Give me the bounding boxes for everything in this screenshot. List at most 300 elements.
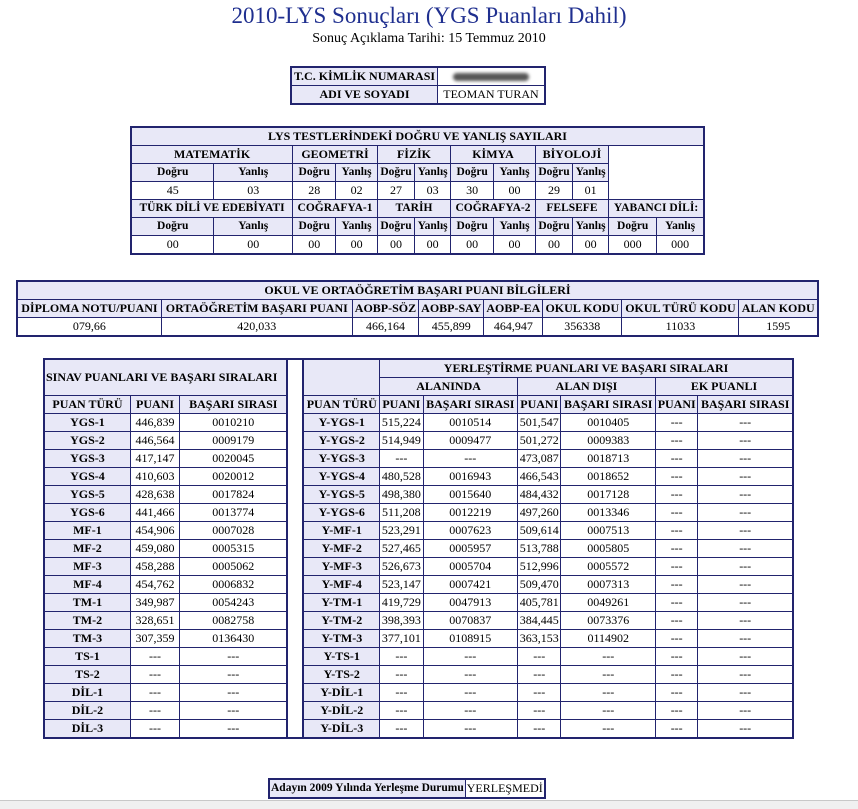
table-row bbox=[44, 612, 793, 630]
yer-score-cell: 514,949 bbox=[380, 432, 423, 450]
yanlis-label: Yanlış bbox=[494, 218, 536, 236]
yanlis-value: 000 bbox=[657, 236, 704, 255]
group-ek-puanli: EK PUANLI bbox=[655, 378, 793, 396]
yer-score-cell: 0017128 bbox=[561, 486, 656, 504]
dogru-value: 00 bbox=[451, 236, 494, 255]
yer-score-cell: --- bbox=[561, 648, 656, 666]
score-cell: 458,288 bbox=[130, 558, 179, 576]
yer-score-cell: --- bbox=[698, 558, 793, 576]
yer-score-cell: --- bbox=[655, 648, 697, 666]
table-row bbox=[44, 468, 793, 486]
yer-score-cell: 384,445 bbox=[518, 612, 561, 630]
yer-score-cell: --- bbox=[655, 666, 697, 684]
sinav-title: SINAV PUANLARI VE BAŞARI SIRALARI bbox=[44, 359, 287, 396]
yer-score-cell: --- bbox=[698, 504, 793, 522]
puan-turu: TM-2 bbox=[44, 612, 130, 630]
yer-score-cell: 484,432 bbox=[518, 486, 561, 504]
table-row bbox=[44, 720, 793, 739]
yer-score-cell: --- bbox=[655, 540, 697, 558]
y-puan-turu: Y-DİL-1 bbox=[303, 684, 379, 702]
puan-turu: YGS-5 bbox=[44, 486, 130, 504]
yer-score-cell: 0013346 bbox=[561, 504, 656, 522]
yer-header: BAŞARI SIRASI bbox=[561, 396, 656, 414]
y-puan-turu: Y-DİL-3 bbox=[303, 720, 379, 739]
yer-score-cell: 0005572 bbox=[561, 558, 656, 576]
yer-score-cell: --- bbox=[655, 594, 697, 612]
table-row bbox=[44, 432, 793, 450]
puan-turu: YGS-6 bbox=[44, 504, 130, 522]
name-label: ADI VE SOYADI bbox=[291, 86, 438, 105]
score-cell: 454,762 bbox=[130, 576, 179, 594]
yanlis-value: 00 bbox=[336, 236, 378, 255]
lys-title: LYS TESTLERİNDEKİ DOĞRU VE YANLIŞ SAYILARI bbox=[131, 127, 704, 146]
tc-value-redacted bbox=[438, 67, 546, 86]
yer-score-cell: --- bbox=[655, 576, 697, 594]
lys-subject: BİYOLOJİ bbox=[535, 146, 608, 164]
yanlis-value: 00 bbox=[494, 182, 536, 200]
yer-score-cell: --- bbox=[655, 432, 697, 450]
yer-score-cell: --- bbox=[655, 684, 697, 702]
column-gap bbox=[287, 414, 303, 432]
yer-score-cell: 419,729 bbox=[380, 594, 423, 612]
puan-turu: TS-2 bbox=[44, 666, 130, 684]
page-title: 2010-LYS Sonuçları (YGS Puanları Dahil) bbox=[231, 3, 627, 28]
column-gap bbox=[287, 720, 303, 739]
puan-turu: TS-1 bbox=[44, 648, 130, 666]
yanlis-value: 03 bbox=[214, 182, 293, 200]
yer-score-cell: 527,465 bbox=[380, 540, 423, 558]
okul-header: ORTAÖĞRETİM BAŞARI PUANI bbox=[161, 300, 352, 318]
yer-header: BAŞARI SIRASI bbox=[698, 396, 793, 414]
okul-header: ALAN KODU bbox=[739, 300, 818, 318]
yer-score-cell: --- bbox=[380, 648, 423, 666]
puan-turu: TM-1 bbox=[44, 594, 130, 612]
yer-score-cell: 466,543 bbox=[518, 468, 561, 486]
score-cell: --- bbox=[180, 648, 288, 666]
sinav-header: PUANI bbox=[130, 396, 179, 414]
group-alan-disi: ALAN DIŞI bbox=[518, 378, 656, 396]
y-puan-turu: Y-YGS-1 bbox=[303, 414, 379, 432]
table-row bbox=[44, 504, 793, 522]
yer-score-cell: 0005957 bbox=[423, 540, 518, 558]
yer-score-cell: --- bbox=[655, 504, 697, 522]
yer-score-cell: --- bbox=[561, 684, 656, 702]
y-puan-turu: Y-YGS-5 bbox=[303, 486, 379, 504]
column-gap bbox=[287, 486, 303, 504]
score-cell: --- bbox=[130, 702, 179, 720]
yer-score-cell: --- bbox=[655, 468, 697, 486]
score-cell: 0010210 bbox=[180, 414, 288, 432]
yanlis-label: Yanlış bbox=[214, 218, 293, 236]
yer-score-cell: --- bbox=[698, 630, 793, 648]
yer-score-cell: 473,087 bbox=[518, 450, 561, 468]
column-gap bbox=[287, 648, 303, 666]
yer-score-cell: 512,996 bbox=[518, 558, 561, 576]
result-date: Sonuç Açıklama Tarihi: 15 Temmuz 2010 bbox=[312, 31, 546, 46]
yer-score-cell: --- bbox=[423, 684, 518, 702]
puan-turu: YGS-1 bbox=[44, 414, 130, 432]
column-gap bbox=[287, 630, 303, 648]
yer-score-cell: 0114902 bbox=[561, 630, 656, 648]
dogru-value: 29 bbox=[535, 182, 572, 200]
yer-score-cell: --- bbox=[698, 576, 793, 594]
table-row bbox=[44, 630, 793, 648]
dogru-label: Doğru bbox=[377, 218, 414, 236]
dogru-label: Doğru bbox=[451, 218, 494, 236]
score-cell: 417,147 bbox=[130, 450, 179, 468]
lys-filler bbox=[609, 146, 704, 164]
yer-score-cell: 0007313 bbox=[561, 576, 656, 594]
puan-turu: YGS-4 bbox=[44, 468, 130, 486]
yer-header: PUANI bbox=[518, 396, 561, 414]
score-cell: 0054243 bbox=[180, 594, 288, 612]
column-gap bbox=[287, 540, 303, 558]
yer-score-cell: 0015640 bbox=[423, 486, 518, 504]
lys-subject: FELSEFE bbox=[535, 200, 608, 218]
okul-value: 356338 bbox=[543, 318, 622, 337]
puan-turu: MF-4 bbox=[44, 576, 130, 594]
yanlis-label: Yanlış bbox=[336, 218, 378, 236]
yer-score-cell: --- bbox=[698, 684, 793, 702]
dogru-value: 000 bbox=[609, 236, 657, 255]
yanlis-value: 02 bbox=[336, 182, 378, 200]
table-row bbox=[44, 666, 793, 684]
okul-value: 464,947 bbox=[484, 318, 543, 337]
yanlis-value: 03 bbox=[415, 182, 451, 200]
yer-score-cell: 0073376 bbox=[561, 612, 656, 630]
score-cell: 0020045 bbox=[180, 450, 288, 468]
scores-table bbox=[43, 358, 794, 739]
yanlis-value: 00 bbox=[214, 236, 293, 255]
okul-value: 466,164 bbox=[352, 318, 418, 337]
score-cell: 0136430 bbox=[180, 630, 288, 648]
score-cell: --- bbox=[180, 666, 288, 684]
yer-score-cell: 377,101 bbox=[380, 630, 423, 648]
dogru-value: 00 bbox=[535, 236, 572, 255]
okul-header: AOBP-SÖZ bbox=[352, 300, 418, 318]
yer-score-cell: 0018713 bbox=[561, 450, 656, 468]
score-cell: --- bbox=[130, 648, 179, 666]
yer-score-cell: 0018652 bbox=[561, 468, 656, 486]
yer-score-cell: --- bbox=[698, 486, 793, 504]
dogru-value: 28 bbox=[293, 182, 336, 200]
yer-score-cell: --- bbox=[655, 612, 697, 630]
yer-score-cell: 0010514 bbox=[423, 414, 518, 432]
score-cell: 328,651 bbox=[130, 612, 179, 630]
dogru-label: Doğru bbox=[377, 164, 414, 182]
y-puan-turu: Y-TS-2 bbox=[303, 666, 379, 684]
score-cell: 410,603 bbox=[130, 468, 179, 486]
yer-score-cell: 0007421 bbox=[423, 576, 518, 594]
yer-score-cell: --- bbox=[655, 522, 697, 540]
yer-score-cell: 0012219 bbox=[423, 504, 518, 522]
yer-score-cell: --- bbox=[561, 720, 656, 739]
yer-score-cell: 0009477 bbox=[423, 432, 518, 450]
lys-filler bbox=[609, 182, 704, 200]
okul-header: AOBP-EA bbox=[484, 300, 543, 318]
y-puan-turu: Y-TM-3 bbox=[303, 630, 379, 648]
yer-score-cell: --- bbox=[423, 702, 518, 720]
placement-value: YERLEŞMEDİ bbox=[465, 779, 545, 798]
score-cell: --- bbox=[180, 702, 288, 720]
yer-header: PUAN TÜRÜ bbox=[303, 396, 379, 414]
yer-score-cell: --- bbox=[698, 540, 793, 558]
yer-score-cell: --- bbox=[518, 684, 561, 702]
y-puan-turu: Y-YGS-2 bbox=[303, 432, 379, 450]
puan-turu: MF-3 bbox=[44, 558, 130, 576]
score-cell: 0013774 bbox=[180, 504, 288, 522]
yer-score-cell: --- bbox=[518, 720, 561, 739]
yer-score-cell: --- bbox=[518, 702, 561, 720]
yer-score-cell: 511,208 bbox=[380, 504, 423, 522]
sinav-header: PUAN TÜRÜ bbox=[44, 396, 130, 414]
yer-score-cell: --- bbox=[380, 720, 423, 739]
sinav-header: BAŞARI SIRASI bbox=[180, 396, 288, 414]
yanlis-label: Yanlış bbox=[336, 164, 378, 182]
score-cell: --- bbox=[180, 684, 288, 702]
yer-score-cell: 0007623 bbox=[423, 522, 518, 540]
score-cell: 446,839 bbox=[130, 414, 179, 432]
column-gap bbox=[287, 594, 303, 612]
okul-value: 11033 bbox=[622, 318, 739, 337]
yanlis-value: 00 bbox=[494, 236, 536, 255]
yer-score-cell: --- bbox=[698, 612, 793, 630]
score-cell: --- bbox=[180, 720, 288, 739]
yer-header: PUANI bbox=[655, 396, 697, 414]
yer-title: YERLEŞTİRME PUANLARI VE BAŞARI SIRALARI bbox=[380, 359, 793, 378]
table-row bbox=[44, 414, 793, 432]
table-row bbox=[44, 594, 793, 612]
okul-title: OKUL VE ORTAÖĞRETİM BAŞARI PUANI BİLGİLERİ bbox=[17, 281, 818, 300]
tc-label: T.C. KİMLİK NUMARASI bbox=[291, 67, 438, 86]
column-gap bbox=[287, 522, 303, 540]
yanlis-label: Yanlış bbox=[657, 218, 704, 236]
dogru-label: Doğru bbox=[131, 218, 214, 236]
y-puan-turu: Y-YGS-3 bbox=[303, 450, 379, 468]
table-row bbox=[44, 522, 793, 540]
yer-score-cell: --- bbox=[655, 486, 697, 504]
puan-turu: MF-1 bbox=[44, 522, 130, 540]
score-cell: 0082758 bbox=[180, 612, 288, 630]
yer-header: BAŞARI SIRASI bbox=[423, 396, 518, 414]
lys-subject: MATEMATİK bbox=[131, 146, 293, 164]
puan-turu: YGS-2 bbox=[44, 432, 130, 450]
yer-score-cell: 405,781 bbox=[518, 594, 561, 612]
okul-value: 420,033 bbox=[161, 318, 352, 337]
yer-score-cell: --- bbox=[561, 702, 656, 720]
score-cell: --- bbox=[130, 666, 179, 684]
yer-score-cell: 515,224 bbox=[380, 414, 423, 432]
yer-score-cell: 363,153 bbox=[518, 630, 561, 648]
dogru-label: Doğru bbox=[293, 164, 336, 182]
column-gap bbox=[287, 432, 303, 450]
yer-score-cell: --- bbox=[698, 594, 793, 612]
yer-score-cell: --- bbox=[655, 630, 697, 648]
puan-turu: DİL-3 bbox=[44, 720, 130, 739]
score-cell: 428,638 bbox=[130, 486, 179, 504]
dogru-label: Doğru bbox=[293, 218, 336, 236]
yer-score-cell: --- bbox=[423, 666, 518, 684]
yanlis-label: Yanlış bbox=[573, 218, 609, 236]
column-gap bbox=[287, 450, 303, 468]
yer-score-cell: --- bbox=[655, 558, 697, 576]
yer-score-cell: 0070837 bbox=[423, 612, 518, 630]
dogru-value: 45 bbox=[131, 182, 214, 200]
yer-score-cell: --- bbox=[380, 702, 423, 720]
lys-table bbox=[130, 126, 705, 255]
table-row bbox=[44, 450, 793, 468]
lys-subject: GEOMETRİ bbox=[293, 146, 378, 164]
okul-table bbox=[16, 280, 819, 337]
lys-subject: COĞRAFYA-1 bbox=[293, 200, 378, 218]
score-cell: 0020012 bbox=[180, 468, 288, 486]
group-alaninda: ALANINDA bbox=[380, 378, 518, 396]
score-cell: --- bbox=[130, 684, 179, 702]
placement-label: Adayın 2009 Yılında Yerleşme Durumu bbox=[269, 779, 465, 798]
score-cell: 0007028 bbox=[180, 522, 288, 540]
score-cell: 0005315 bbox=[180, 540, 288, 558]
column-gap bbox=[287, 468, 303, 486]
dogru-label: Doğru bbox=[131, 164, 214, 182]
lys-subject: FİZİK bbox=[377, 146, 450, 164]
yer-score-cell: --- bbox=[518, 648, 561, 666]
yer-score-cell: 0005805 bbox=[561, 540, 656, 558]
puan-turu: DİL-1 bbox=[44, 684, 130, 702]
yanlis-label: Yanlış bbox=[415, 164, 451, 182]
score-cell: 446,564 bbox=[130, 432, 179, 450]
score-cell: 307,359 bbox=[130, 630, 179, 648]
score-cell: 0009179 bbox=[180, 432, 288, 450]
okul-header: OKUL KODU bbox=[543, 300, 622, 318]
dogru-value: 27 bbox=[377, 182, 414, 200]
column-gap bbox=[287, 666, 303, 684]
yer-score-cell: --- bbox=[698, 468, 793, 486]
y-puan-turu: Y-TM-2 bbox=[303, 612, 379, 630]
y-puan-turu: Y-MF-2 bbox=[303, 540, 379, 558]
yer-score-cell: 0010405 bbox=[561, 414, 656, 432]
score-cell: --- bbox=[130, 720, 179, 739]
lys-subject: TARİH bbox=[377, 200, 450, 218]
table-row bbox=[44, 684, 793, 702]
yer-header: PUANI bbox=[380, 396, 423, 414]
yer-score-cell: 480,528 bbox=[380, 468, 423, 486]
puan-turu: TM-3 bbox=[44, 630, 130, 648]
y-puan-turu: Y-DİL-2 bbox=[303, 702, 379, 720]
dogru-label: Doğru bbox=[535, 164, 572, 182]
identity-table bbox=[290, 66, 546, 105]
placement-status-table bbox=[268, 778, 546, 799]
yer-score-cell: --- bbox=[380, 666, 423, 684]
yer-score-cell: --- bbox=[698, 522, 793, 540]
dogru-value: 00 bbox=[131, 236, 214, 255]
lys-subject: KİMYA bbox=[451, 146, 536, 164]
yanlis-label: Yanlış bbox=[415, 218, 451, 236]
table-row bbox=[44, 540, 793, 558]
yanlis-value: 00 bbox=[573, 236, 609, 255]
column-gap bbox=[287, 576, 303, 594]
table-row bbox=[44, 702, 793, 720]
yer-score-cell: --- bbox=[698, 666, 793, 684]
yer-score-cell: 523,291 bbox=[380, 522, 423, 540]
okul-value: 1595 bbox=[739, 318, 818, 337]
yanlis-label: Yanlış bbox=[573, 164, 609, 182]
yanlis-label: Yanlış bbox=[214, 164, 293, 182]
yer-score-cell: --- bbox=[698, 450, 793, 468]
yer-score-cell: --- bbox=[655, 450, 697, 468]
table-row bbox=[44, 576, 793, 594]
okul-header: OKUL TÜRÜ KODU bbox=[622, 300, 739, 318]
y-puan-turu: Y-MF-4 bbox=[303, 576, 379, 594]
column-gap bbox=[287, 684, 303, 702]
score-cell: 441,466 bbox=[130, 504, 179, 522]
yer-score-cell: 497,260 bbox=[518, 504, 561, 522]
score-cell: 454,906 bbox=[130, 522, 179, 540]
lys-subject: YABANCI DİLİ: bbox=[609, 200, 704, 218]
yer-score-cell: 0007513 bbox=[561, 522, 656, 540]
yer-score-cell: 513,788 bbox=[518, 540, 561, 558]
okul-header: AOBP-SAY bbox=[419, 300, 484, 318]
yer-score-cell: --- bbox=[518, 666, 561, 684]
yer-score-cell: --- bbox=[561, 666, 656, 684]
y-puan-turu: Y-YGS-6 bbox=[303, 504, 379, 522]
yer-score-cell: --- bbox=[698, 702, 793, 720]
yer-score-cell: --- bbox=[423, 720, 518, 739]
yanlis-value: 00 bbox=[415, 236, 451, 255]
table-row bbox=[44, 486, 793, 504]
y-puan-turu: Y-YGS-4 bbox=[303, 468, 379, 486]
yer-score-cell: --- bbox=[655, 720, 697, 739]
yer-score-cell: 0049261 bbox=[561, 594, 656, 612]
score-cell: 349,987 bbox=[130, 594, 179, 612]
yer-score-cell: 398,393 bbox=[380, 612, 423, 630]
yer-score-cell: --- bbox=[698, 414, 793, 432]
lys-filler bbox=[609, 164, 704, 182]
okul-value: 455,899 bbox=[419, 318, 484, 337]
yer-score-cell: 509,470 bbox=[518, 576, 561, 594]
okul-header: DİPLOMA NOTU/PUANI bbox=[17, 300, 161, 318]
yanlis-label: Yanlış bbox=[494, 164, 536, 182]
yer-score-cell: 0047913 bbox=[423, 594, 518, 612]
puan-turu: DİL-2 bbox=[44, 702, 130, 720]
yer-score-cell: 498,380 bbox=[380, 486, 423, 504]
column-gap bbox=[287, 702, 303, 720]
dogru-value: 00 bbox=[293, 236, 336, 255]
score-cell: 0017824 bbox=[180, 486, 288, 504]
table-row bbox=[44, 648, 793, 666]
score-cell: 0005062 bbox=[180, 558, 288, 576]
yer-score-cell: --- bbox=[423, 450, 518, 468]
dogru-label: Doğru bbox=[609, 218, 657, 236]
yanlis-value: 01 bbox=[573, 182, 609, 200]
dogru-value: 30 bbox=[451, 182, 494, 200]
yer-score-cell: 501,547 bbox=[518, 414, 561, 432]
yer-score-cell: --- bbox=[380, 450, 423, 468]
dogru-label: Doğru bbox=[535, 218, 572, 236]
yer-score-cell: 0108915 bbox=[423, 630, 518, 648]
y-puan-turu: Y-MF-1 bbox=[303, 522, 379, 540]
yer-score-cell: --- bbox=[698, 648, 793, 666]
puan-turu: YGS-3 bbox=[44, 450, 130, 468]
lys-subject: TÜRK DİLİ VE EDEBİYATI bbox=[131, 200, 293, 218]
column-gap bbox=[287, 558, 303, 576]
yer-score-cell: --- bbox=[698, 720, 793, 739]
yer-score-cell: --- bbox=[423, 648, 518, 666]
yer-score-cell: --- bbox=[380, 684, 423, 702]
name-value: TEOMAN TURAN bbox=[438, 86, 546, 105]
table-row bbox=[44, 558, 793, 576]
dogru-label: Doğru bbox=[451, 164, 494, 182]
yer-score-cell: 509,614 bbox=[518, 522, 561, 540]
